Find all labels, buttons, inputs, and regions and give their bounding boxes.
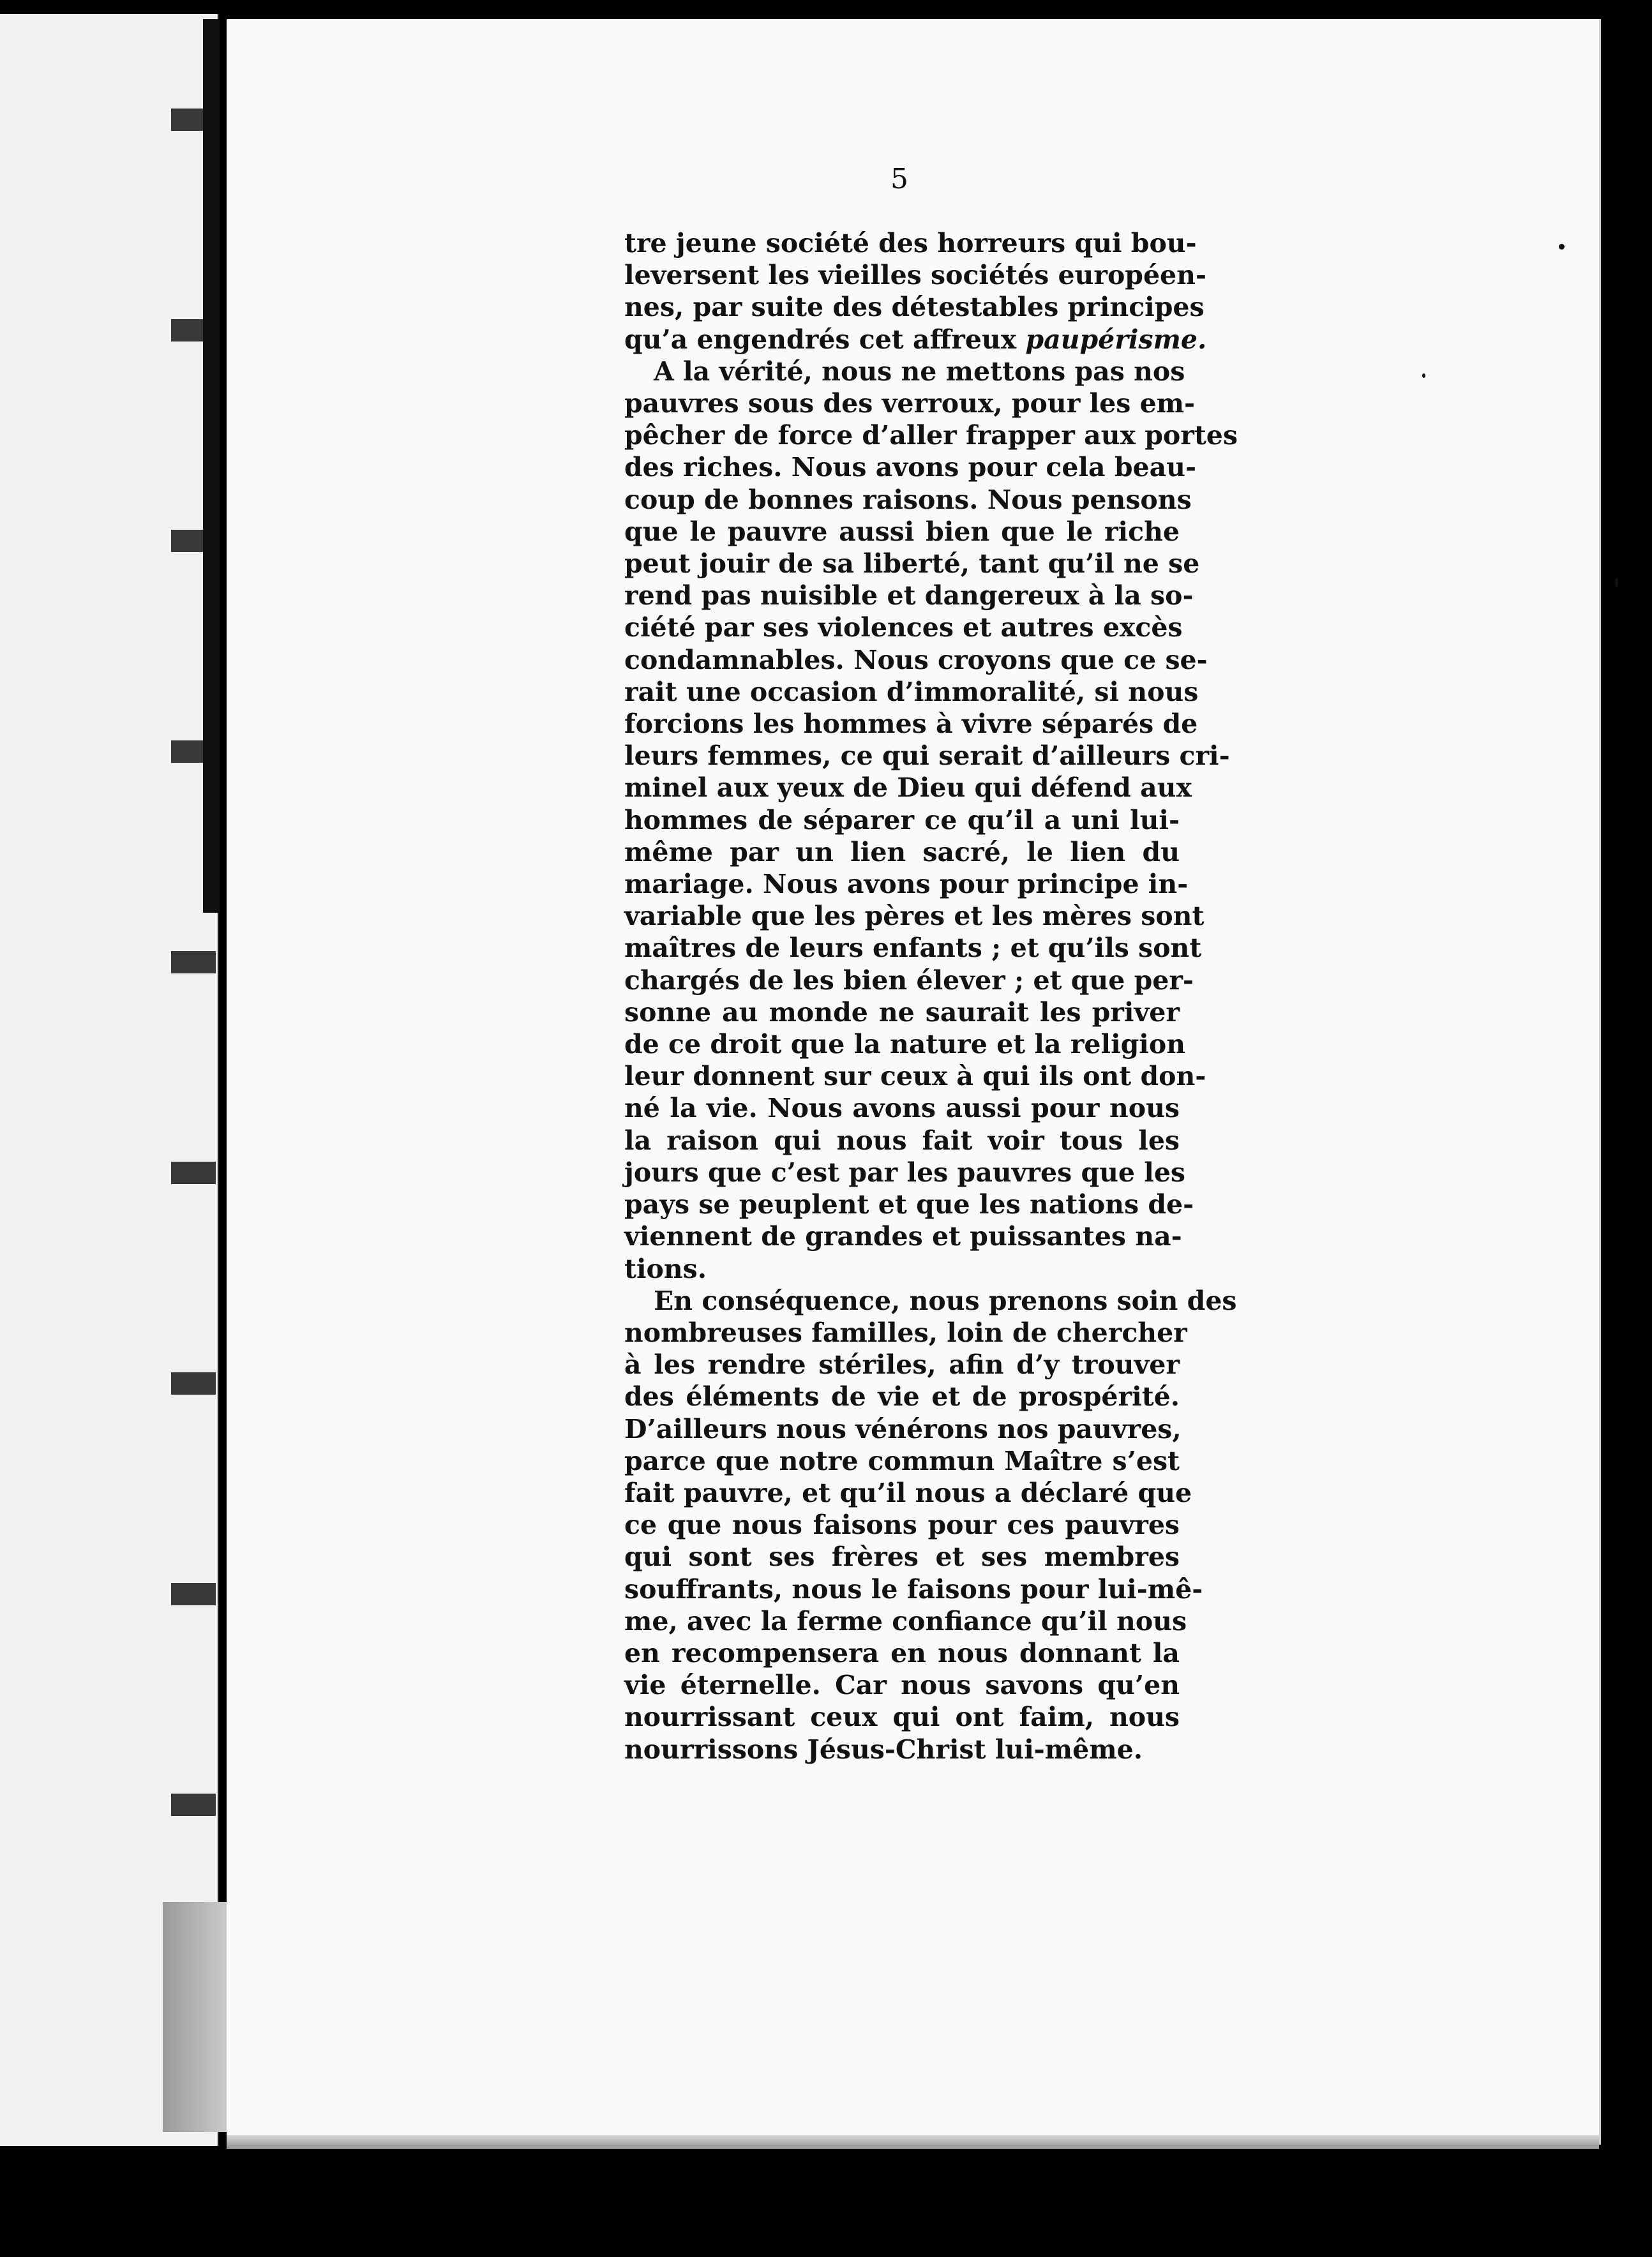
gutter-shadow (203, 19, 220, 913)
text-line-content: A la vérité, nous ne mettons pas nos (654, 356, 1185, 387)
text-line (624, 740, 1230, 772)
text-line (624, 1573, 1203, 1605)
text-line-content: qu’a engendrés cet affreux (624, 324, 1026, 355)
text-line (624, 611, 1183, 643)
text-line-content: hommes de séparer ce qu’il a uni lui- (624, 804, 1180, 836)
text-line (624, 1413, 1180, 1445)
text-line-content: minel aux yeux de Dieu qui défend aux (624, 772, 1192, 804)
text-line-content: variable que les pères et les mères sont (624, 901, 1205, 932)
text-line-content: jours que c’est par les pauvres que les (624, 1157, 1186, 1188)
text-line-content: ciété par ses violences et autres excès (624, 612, 1183, 643)
text-line (624, 1092, 1180, 1124)
text-line-content: qui sont ses frères et ses membres (624, 1541, 1180, 1573)
text-line (624, 259, 1206, 291)
text-line-content: tre jeune société des horreurs qui bou- (624, 228, 1197, 259)
text-line-content: pauvres sous des verroux, pour les em- (624, 388, 1196, 419)
text-line (624, 1285, 1237, 1317)
text-line-content: condamnables. Nous croyons que ce se- (624, 644, 1208, 675)
page-number: 5 (890, 163, 908, 195)
text-line (624, 1637, 1180, 1669)
text-line (624, 932, 1202, 964)
text-line (624, 1157, 1186, 1188)
text-line (624, 804, 1180, 836)
text-line-content: leurs femmes, ce qui serait d’ailleurs cri- (624, 740, 1230, 772)
text-line (624, 676, 1199, 708)
text-line-content: rend pas nuisible et dangereux à la so- (624, 580, 1194, 611)
page-bottom-edge (227, 2135, 1599, 2149)
text-line-content: vie éternelle. Car nous savons qu’en (624, 1670, 1180, 1701)
text-line-content: D’ailleurs nous vénérons nos pauvres, (624, 1413, 1182, 1444)
text-line (624, 484, 1192, 516)
text-line-content: né la vie. Nous avons aussi pour nous (624, 1093, 1180, 1124)
ink-speck (1559, 244, 1565, 250)
text-line (624, 291, 1205, 323)
text-line-content: sonne au monde ne saurait les priver (624, 996, 1180, 1028)
text-line (624, 1349, 1180, 1381)
text-line (624, 1541, 1180, 1573)
text-line (624, 387, 1196, 419)
text-line (624, 419, 1238, 451)
text-line (624, 451, 1196, 483)
text-line-content: nourrissant ceux qui ont faim, nous (624, 1702, 1180, 1733)
text-line-content: coup de bonnes raisons. Nous pensons (624, 484, 1192, 515)
text-line (624, 1669, 1180, 1701)
text-line-content: nombreuses familles, loin de chercher (624, 1317, 1187, 1348)
text-line (624, 644, 1208, 676)
text-line (624, 516, 1180, 548)
text-line-content: nourrissons Jésus-Christ lui-même. (624, 1734, 1143, 1765)
text-line-content: des éléments de vie et de prospérité. (624, 1381, 1180, 1413)
text-line (624, 580, 1194, 611)
text-line-content: ce que nous faisons pour ces pauvres (624, 1510, 1180, 1541)
text-line-content: parce que notre commun Maître s’est (624, 1445, 1180, 1476)
text-line (624, 324, 1207, 356)
text-line (624, 964, 1194, 996)
text-line-content: de ce droit que la nature et la religion (624, 1029, 1186, 1060)
text-line (624, 1253, 1180, 1285)
text-line-content: maîtres de leurs enfants ; et qu’ils sont (624, 933, 1202, 964)
text-line (624, 1381, 1180, 1413)
text-line (624, 1734, 1180, 1766)
text-line (624, 772, 1192, 804)
text-line (624, 708, 1198, 740)
text-line-content: me, avec la ferme confiance qu’il nous (624, 1605, 1187, 1637)
text-line (624, 1605, 1187, 1637)
text-line (624, 1125, 1180, 1157)
text-line (624, 1509, 1180, 1541)
text-line (624, 1445, 1180, 1477)
text-line-content: En conséquence, nous prenons soin des (654, 1285, 1237, 1316)
text-line-content: en recompensera en nous donnant la (624, 1637, 1180, 1668)
text-line-content: souffrants, nous le faisons pour lui-mê- (624, 1573, 1203, 1605)
text-line-content: des riches. Nous avons pour cela beau- (624, 452, 1196, 483)
text-line-content: rait une occasion d’immoralité, si nous (624, 676, 1199, 707)
text-line-content: leur donnent sur ceux à qui ils ont don- (624, 1061, 1206, 1092)
text-line (624, 356, 1185, 387)
text-line-content: pêcher de force d’aller frapper aux portes (624, 420, 1238, 451)
text-line (624, 227, 1197, 259)
text-line (624, 1701, 1180, 1733)
text-line (624, 900, 1205, 932)
text-line (624, 836, 1180, 868)
text-line-content: forcions les hommes à vivre séparés de (624, 709, 1198, 740)
ink-speck (1615, 578, 1618, 588)
text-line (624, 548, 1200, 580)
text-line-content: même par un lien sacré, le lien du (624, 836, 1180, 867)
text-line (624, 1028, 1186, 1060)
text-line (624, 1060, 1206, 1092)
text-line-content: fait pauvre, et qu’il nous a déclaré que (624, 1477, 1192, 1508)
emphasized-word: paupérisme. (1025, 324, 1207, 355)
text-line (624, 1220, 1180, 1252)
text-line-content: à les rendre stériles, afin d’y trouver (624, 1349, 1180, 1381)
text-line-content: chargés de les bien élever ; et que per- (624, 964, 1194, 996)
binding-shadow (163, 1902, 233, 2132)
text-line-content: peut jouir de sa liberté, tant qu’il ne se (624, 548, 1200, 580)
text-line-content: nes, par suite des détestables principes (624, 292, 1205, 323)
text-line (624, 1477, 1192, 1509)
text-line-content: que le pauvre aussi bien que le riche (624, 516, 1180, 547)
text-line-content: mariage. Nous avons pour principe in- (624, 869, 1189, 900)
text-line (624, 1317, 1187, 1349)
text-line-content: tions. (624, 1253, 707, 1284)
text-line (624, 868, 1189, 900)
text-line (624, 1188, 1194, 1220)
ink-speck (1422, 373, 1425, 378)
body-text (624, 227, 1238, 1766)
text-line-content: viennent de grandes et puissantes na- (624, 1221, 1182, 1252)
text-line (624, 996, 1180, 1028)
text-line-content: pays se peuplent et que les nations de- (624, 1189, 1194, 1220)
text-line-content: la raison qui nous fait voir tous les (624, 1125, 1180, 1156)
text-line-content: leversent les vieilles sociétés européen- (624, 260, 1206, 291)
